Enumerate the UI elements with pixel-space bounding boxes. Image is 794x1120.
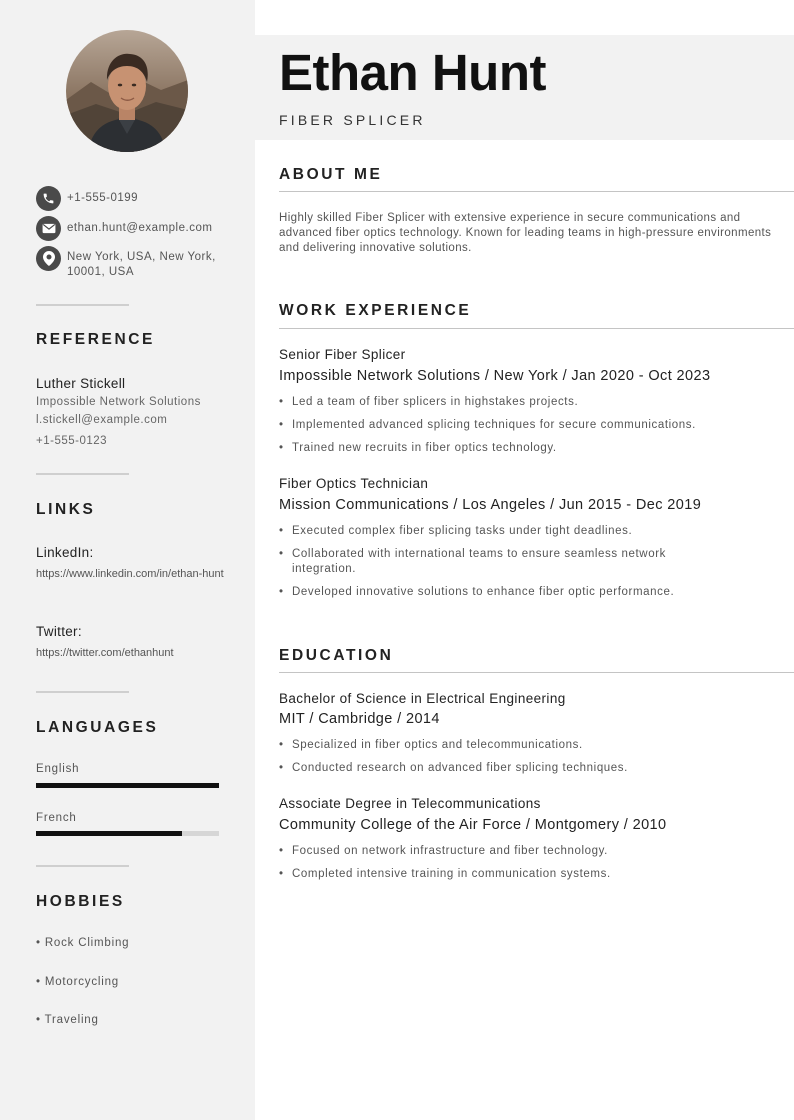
job-position: Fiber Optics Technician xyxy=(279,476,429,491)
contact-email xyxy=(36,216,232,241)
twitter-label: Twitter: xyxy=(36,624,82,639)
divider xyxy=(36,473,129,475)
divider xyxy=(36,304,129,306)
location-pin-icon xyxy=(36,246,61,271)
language-level-bar xyxy=(36,831,219,836)
bullet-item: • Completed intensive training in communication systems. xyxy=(279,867,749,882)
twitter-link[interactable]: https://twitter.com/ethanhunt xyxy=(36,647,174,659)
envelope-icon xyxy=(36,216,61,241)
reference-email[interactable]: l.stickell@example.com xyxy=(36,414,168,426)
about-text: Highly skilled Fiber Splicer with extensive experience in secure communications and advanced fiber optics technology. Known for leading teams in high-pressure environments and delivering innovative solutions. xyxy=(279,212,772,254)
contact-phone xyxy=(36,186,232,211)
section-rule xyxy=(279,328,794,329)
contact-address xyxy=(36,246,232,280)
job-title: FIBER SPLICER xyxy=(279,112,426,128)
school-line: Community College of the Air Force / Montgomery / 2010 xyxy=(279,817,667,833)
job-company-line: Mission Communications / Los Angeles / Jun 2015 - Dec 2019 xyxy=(279,497,702,513)
bullet-item: • Executed complex fiber splicing tasks under tight deadlines. xyxy=(279,524,749,539)
email-text[interactable]: ethan.hunt@example.com xyxy=(67,222,213,234)
bullet-item: • Conducted research on advanced fiber splicing techniques. xyxy=(279,761,749,776)
bullet-item: • Focused on network infrastructure and fiber technology. xyxy=(279,844,749,859)
profile-photo xyxy=(66,30,188,152)
divider xyxy=(36,865,129,867)
candidate-name: Ethan Hunt xyxy=(279,44,546,101)
language-level-fill xyxy=(36,783,219,788)
hobby-item: • Traveling xyxy=(36,1014,99,1026)
degree-title: Associate Degree in Telecommunications xyxy=(279,796,541,811)
school-line: MIT / Cambridge / 2014 xyxy=(279,711,440,727)
degree-title: Bachelor of Science in Electrical Engineering xyxy=(279,691,566,706)
bullet-item: • Implemented advanced splicing techniques for secure communications. xyxy=(279,418,749,433)
about-heading: ABOUT ME xyxy=(279,166,383,183)
phone-text: +1-555-0199 xyxy=(67,192,139,204)
phone-icon xyxy=(36,186,61,211)
language-name: French xyxy=(36,812,77,824)
avatar xyxy=(66,30,188,152)
reference-company: Impossible Network Solutions xyxy=(36,396,201,408)
bullet-item: • Developed innovative solutions to enhance fiber optic performance. xyxy=(279,585,749,600)
languages-heading: LANGUAGES xyxy=(36,719,159,736)
bullet-item: • Collaborated with international teams to ensure seamless network integration. xyxy=(279,547,709,577)
sidebar xyxy=(0,0,255,1120)
work-heading: WORK EXPERIENCE xyxy=(279,302,472,319)
bullet-item: • Trained new recruits in fiber optics technology. xyxy=(279,441,749,456)
language-level-fill xyxy=(36,831,182,836)
hobby-item: • Rock Climbing xyxy=(36,937,130,949)
section-rule xyxy=(279,672,794,673)
job-company-line: Impossible Network Solutions / New York / Jan 2020 - Oct 2023 xyxy=(279,368,711,384)
bullet-item: • Specialized in fiber optics and telecommunications. xyxy=(279,738,749,753)
job-position: Senior Fiber Splicer xyxy=(279,347,406,362)
education-heading: EDUCATION xyxy=(279,647,394,664)
address-text: New York, USA, New York, 10001, USA xyxy=(67,251,216,278)
hobby-item: • Motorcycling xyxy=(36,976,119,988)
linkedin-label: LinkedIn: xyxy=(36,545,94,560)
reference-heading: REFERENCE xyxy=(36,331,155,348)
language-name: English xyxy=(36,763,80,775)
reference-phone: +1-555-0123 xyxy=(36,435,108,447)
divider xyxy=(36,691,129,693)
section-rule xyxy=(279,191,794,192)
reference-name: Luther Stickell xyxy=(36,376,126,391)
linkedin-link[interactable]: https://www.linkedin.com/in/ethan-hunt xyxy=(36,568,224,580)
links-heading: LINKS xyxy=(36,501,96,518)
hobbies-heading: HOBBIES xyxy=(36,893,125,910)
language-level-bar xyxy=(36,783,219,788)
bullet-item: • Led a team of fiber splicers in highstakes projects. xyxy=(279,395,749,410)
